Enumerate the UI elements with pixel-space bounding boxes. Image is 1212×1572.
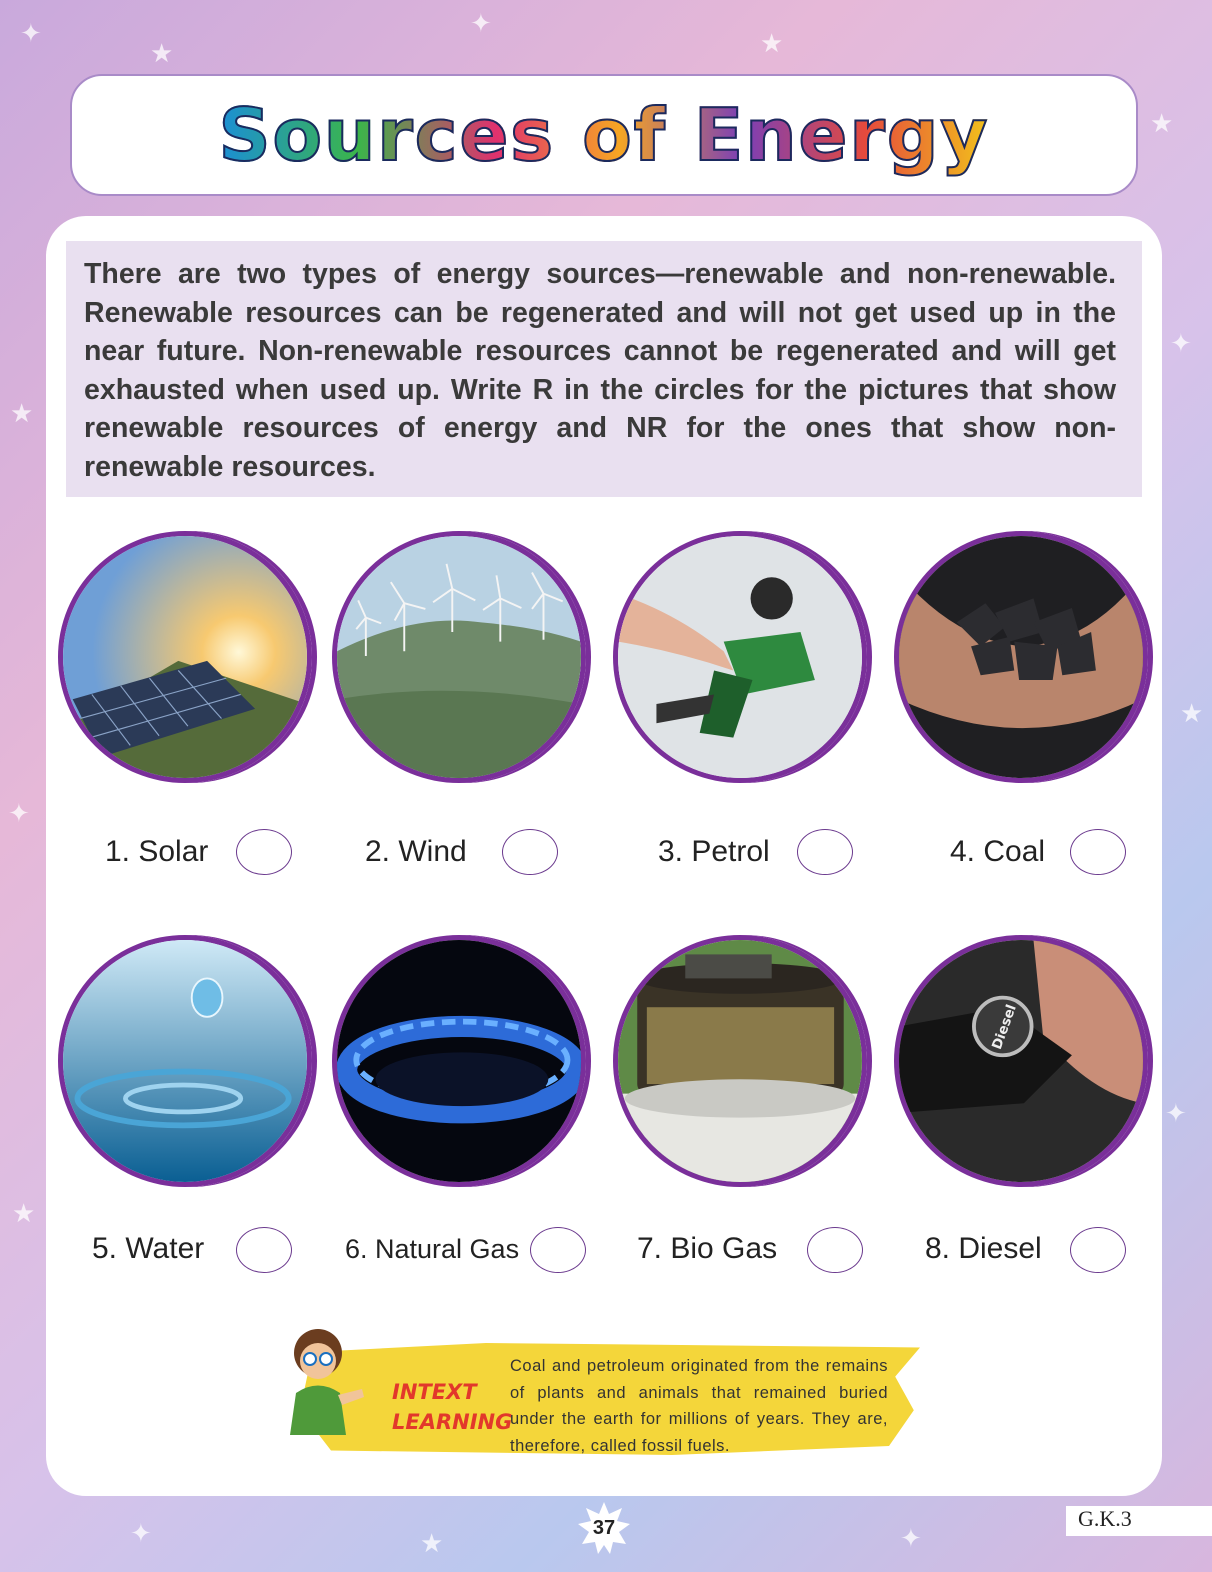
answer-circle-coal[interactable] bbox=[1070, 829, 1126, 875]
intext-learning-box bbox=[300, 1343, 920, 1455]
item-label-coal: 4. Coal bbox=[950, 835, 1046, 868]
instructions: There are two types of energy sources—renewable and non-renewable. Renewable resources can be regenerated and will not get used up in the near future. Non-renewable resources cannot be regenerated and will get exhausted when used up. Write R in the circles for the pictures that show renewable resources of energy and NR for the ones that show non-renewable resources. bbox=[66, 241, 1142, 497]
answer-circle-solar[interactable] bbox=[236, 829, 292, 875]
page-number bbox=[576, 1500, 632, 1556]
intext-title-line1: INTEXT bbox=[392, 1380, 477, 1404]
answer-circle-diesel[interactable] bbox=[1070, 1227, 1126, 1273]
water-image bbox=[58, 935, 312, 1187]
natural-gas-image bbox=[332, 935, 586, 1187]
answer-circle-natural-gas[interactable] bbox=[530, 1227, 586, 1273]
petrol-image bbox=[613, 531, 867, 783]
intext-title bbox=[392, 1377, 512, 1437]
boy-mascot-icon bbox=[278, 1323, 370, 1435]
book-code: G.K.3 bbox=[1066, 1506, 1212, 1536]
title-banner bbox=[70, 74, 1138, 196]
diesel-image bbox=[894, 935, 1148, 1187]
answer-circle-wind[interactable] bbox=[502, 829, 558, 875]
solar-image bbox=[58, 531, 312, 783]
item-label-diesel: 8. Diesel bbox=[925, 1232, 1042, 1265]
page-number-text: 37 bbox=[592, 1516, 616, 1539]
item-label-solar: 1. Solar bbox=[105, 835, 209, 868]
page-title: Sources of Energy bbox=[218, 93, 990, 177]
item-label-bio-gas: 7. Bio Gas bbox=[637, 1232, 778, 1265]
answer-circle-bio-gas[interactable] bbox=[807, 1227, 863, 1273]
diesel-nozzle-text: Diesel bbox=[989, 1002, 1020, 1052]
bio-gas-image bbox=[613, 935, 867, 1187]
item-label-natural-gas: 6. Natural Gas bbox=[345, 1234, 520, 1264]
answer-circle-water[interactable] bbox=[236, 1227, 292, 1273]
item-label-petrol: 3. Petrol bbox=[658, 835, 770, 868]
coal-image bbox=[894, 531, 1148, 783]
intext-title-line2: LEARNING bbox=[392, 1410, 513, 1434]
answer-circle-petrol[interactable] bbox=[797, 829, 853, 875]
item-label-water: 5. Water bbox=[92, 1232, 205, 1265]
wind-image bbox=[332, 531, 586, 783]
intext-text: Coal and petroleum originated from the remains of plants and animals that remained buried under the earth for millions of years. They are, therefore, called fossil fuels. bbox=[510, 1357, 888, 1455]
item-label-wind: 2. Wind bbox=[365, 835, 467, 868]
